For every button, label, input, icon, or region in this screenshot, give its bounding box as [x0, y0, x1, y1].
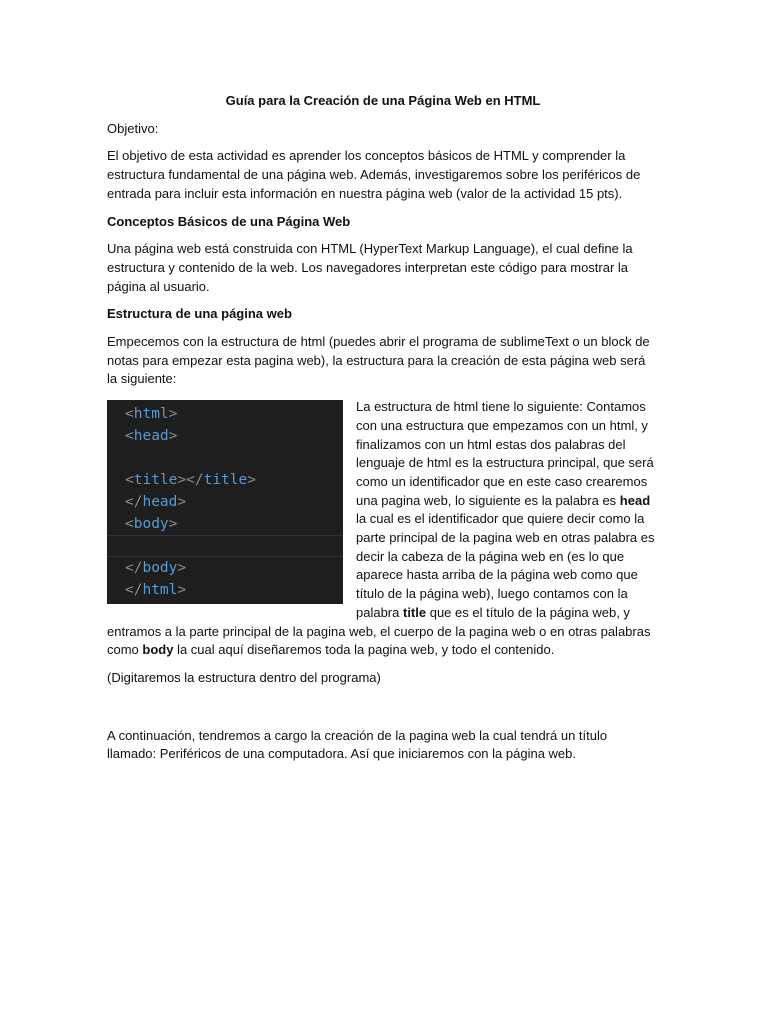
code-line: </head>: [125, 494, 187, 511]
section-text-basics: Una página web está construida con HTML (HyperText Markup Language), el cual define la estructura y contenido de la web. Los navegadores interpretan este código para mostrar la página al usuario.: [107, 241, 633, 294]
code-line-empty: [107, 447, 343, 469]
document-title: Guía para la Creación de una Página Web en HTML: [225, 93, 541, 108]
note-text: (Digitaremos la estructura dentro del programa): [107, 669, 381, 685]
code-line: <title></title>: [125, 472, 256, 489]
code-line: <html>: [125, 406, 178, 423]
objective-text: El objetivo de esta actividad es aprender los conceptos básicos de HTML y comprender la estructura fundamental de una página web. Además, investigaremos sobre los periféricos de entrada para incluir esta información en nuestra página web (valor de la actividad 15 pts).: [107, 148, 641, 201]
code-line: </html>: [125, 582, 187, 599]
code-line: <head>: [125, 428, 178, 445]
spacer: [107, 697, 659, 727]
structure-explanation: La estructura de html tiene lo siguiente: Contamos con una estructura que empezamos con un html, y finalizamos con un html estas dos palabras del lenguaje de html es la estructura principal, que será como un identificador que en este caso crearemos una pagina web, lo siguiente es la palabra es head la cual es el identificador que quiere decir como la parte principal de la pagina web en otras palabra es decir la cabeza de la página web en (es lo que aparece hasta arriba de la página web como que título de la página web), luego contamos con la palabra title que es el título de la página web, y entramos a la parte principal de la pagina web, el cuerpo de la pagina web o en otras palabras como body la cual aquí diseñaremos toda la pagina web, y todo el contenido.: [107, 399, 655, 658]
document-page: [107, 92, 659, 773]
code-line-current: [107, 535, 343, 557]
html-code-screenshot: [107, 400, 343, 604]
keyword-body: body: [142, 642, 174, 658]
code-line: <body>: [125, 516, 178, 533]
continuation-text: A continuación, tendremos a cargo la creación de la pagina web la cual tendrá un título llamado: Periféricos de una computadora. Así que iniciaremos con la página web.: [107, 727, 608, 762]
keyword-title: title: [402, 604, 427, 620]
section-heading-structure: Estructura de una página web: [107, 306, 292, 322]
keyword-head: head: [619, 492, 651, 508]
code-line: </body>: [125, 560, 187, 577]
objective-label: Objetivo:: [107, 120, 159, 136]
section-heading-basics: Conceptos Básicos de una Página Web: [107, 213, 351, 229]
section-text-structure: Empecemos con la estructura de html (puedes abrir el programa de sublimeText o un block de notas para empezar esta pagina web), la estructura para la creación de esta página web será la siguiente:: [107, 334, 650, 387]
